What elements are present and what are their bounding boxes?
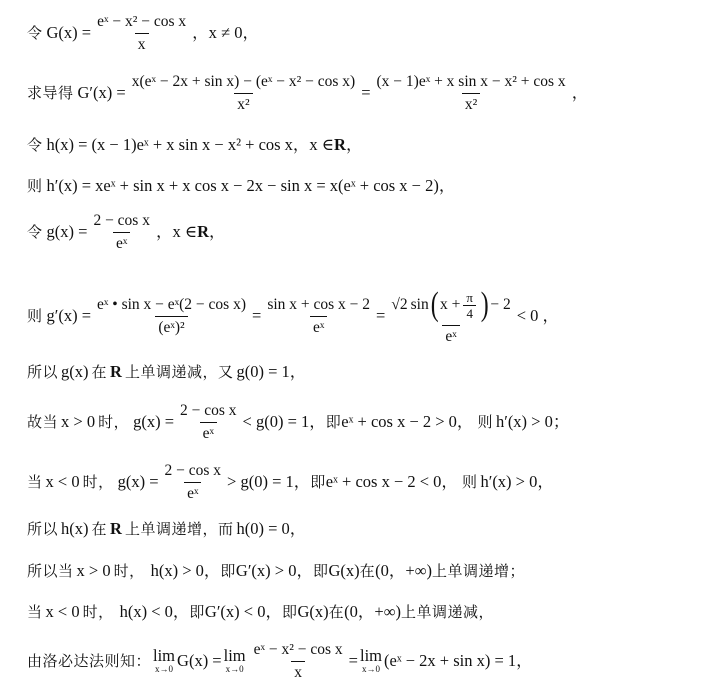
math: G(x) = — [46, 22, 92, 42]
limit — [359, 645, 382, 675]
math: x < 0 — [45, 601, 80, 621]
math: (0，+∞) — [375, 560, 432, 580]
math: ， — [571, 82, 589, 102]
numerator: π — [466, 289, 473, 305]
line-1 — [27, 14, 698, 52]
reals-symbol: R — [110, 361, 122, 381]
line-10 — [27, 520, 698, 538]
text: 即 — [310, 472, 326, 491]
lim-subscript: x→0 — [225, 664, 244, 675]
math: G′(x) = — [77, 82, 126, 102]
math: (0，+∞) — [344, 601, 401, 621]
math: = — [252, 306, 262, 325]
numerator: eˣ • sin x − eˣ(2 − cos x) — [97, 296, 246, 314]
math: ， — [345, 134, 363, 154]
text: 求导得 — [27, 83, 74, 102]
math: x > 0 — [76, 560, 111, 580]
text: 在 — [91, 362, 108, 381]
text: 在 — [91, 519, 108, 538]
limit — [223, 645, 246, 675]
numerator: 2 − cos x — [93, 212, 150, 229]
line-8 — [27, 403, 698, 441]
text: 上单调递增； — [431, 561, 525, 580]
lim-operator: lim — [153, 645, 176, 665]
numerator: (x − 1)eˣ + x sin x − x² + cos x — [376, 73, 566, 90]
text: 上单调递减， — [400, 602, 494, 621]
denominator: (eˣ)² — [155, 316, 187, 336]
text: 时， — [113, 561, 145, 580]
text: 时， — [98, 412, 130, 431]
math: = — [376, 306, 386, 325]
line-2 — [27, 74, 698, 112]
math: eˣ + cos x − 2 < 0， — [325, 471, 458, 491]
text: 所以 — [27, 362, 59, 381]
math: h′(x) = xeˣ + sin x + x cos x − 2x − sin x = x(eˣ + cos x − 2)， — [46, 175, 456, 195]
fraction — [129, 74, 358, 112]
line-7 — [27, 363, 698, 381]
math: < g(0) = 1， — [242, 411, 326, 431]
math: x < 0 — [45, 471, 80, 491]
text: 则 — [477, 412, 493, 431]
text: 当 — [27, 602, 43, 621]
math: g(x) — [61, 361, 89, 381]
fraction — [388, 288, 513, 345]
numerator: eˣ − x² − cos x — [253, 641, 343, 658]
lim-operator: lim — [359, 645, 382, 665]
line-11 — [27, 562, 698, 580]
numerator: eˣ − x² − cos x — [97, 13, 187, 30]
line-6 — [27, 288, 698, 345]
math: ，x ∈ — [155, 221, 198, 241]
math: = — [348, 650, 358, 670]
fraction — [251, 642, 346, 680]
sqrt-symbol: √2 — [391, 296, 408, 314]
math: G(x) = — [177, 650, 222, 670]
text: 则 — [461, 472, 478, 491]
math: G′(x) > 0， — [235, 560, 313, 580]
fraction — [177, 403, 240, 441]
paren-close: ) — [480, 286, 489, 323]
denominator: eˣ — [200, 422, 217, 442]
denominator: x² — [234, 93, 252, 113]
math: h′(x) > 0； — [495, 411, 570, 431]
math: G(x) — [328, 560, 360, 580]
math: h(0) = 0， — [236, 518, 307, 538]
text: 即 — [312, 561, 329, 580]
text: 则 — [27, 306, 43, 325]
math: ， — [208, 221, 226, 241]
math: sin — [410, 296, 429, 314]
fraction — [90, 213, 153, 251]
text: 即 — [281, 602, 298, 621]
text: 即 — [189, 602, 205, 621]
fraction — [162, 463, 225, 501]
text: 所以当 — [27, 561, 74, 580]
text: 故当 — [27, 412, 59, 431]
text: 即 — [220, 561, 236, 580]
denominator: eˣ — [113, 232, 130, 252]
text: 在 — [359, 561, 376, 580]
fraction — [264, 297, 373, 335]
math: g′(x) = — [46, 306, 92, 325]
math: g(0) = 1， — [236, 361, 307, 381]
text: 时， — [82, 602, 114, 621]
math: − 2 — [490, 296, 511, 314]
lim-operator: lim — [223, 645, 246, 665]
line-13 — [27, 642, 698, 680]
fraction — [94, 297, 249, 335]
math: h(x) = (x − 1)eˣ + x sin x − x² + cos x，x ∈ — [46, 134, 335, 154]
math: g(x) = — [133, 411, 175, 431]
denominator: eˣ — [442, 325, 459, 345]
lim-subscript: x→0 — [155, 664, 174, 675]
text: 所以 — [27, 519, 59, 538]
text: 令 — [27, 23, 43, 42]
line-3 — [27, 136, 698, 154]
math: < 0 ， — [516, 306, 560, 325]
paren-open: ( — [430, 286, 439, 323]
reals-symbol: R — [197, 221, 209, 241]
denominator: eˣ — [310, 316, 327, 336]
math: g(x) = — [117, 471, 159, 491]
denominator: x — [291, 661, 305, 681]
text: 上单调递增，而 — [124, 519, 234, 538]
math: h(x) < 0， — [119, 601, 190, 621]
math: h(x) > 0， — [150, 560, 221, 580]
math: G(x) — [297, 601, 329, 621]
text: 则 — [27, 176, 43, 195]
numerator: 2 − cos x — [180, 402, 237, 419]
math: h(x) — [61, 518, 89, 538]
line-4 — [27, 177, 698, 195]
math: (eˣ − 2x + sin x) = 1， — [384, 650, 533, 670]
denominator: x² — [462, 93, 480, 113]
denominator: 4 — [463, 305, 476, 320]
math: g(x) = — [46, 221, 88, 241]
text: 由洛必达法则知： — [27, 651, 152, 670]
reals-symbol: R — [334, 134, 346, 154]
math: ，x ≠ 0， — [192, 22, 259, 42]
math: = — [361, 82, 371, 102]
limit — [153, 645, 176, 675]
math: x > 0 — [61, 411, 96, 431]
math: h′(x) > 0， — [480, 471, 554, 491]
math: eˣ + cos x − 2 > 0， — [341, 411, 474, 431]
line-9 — [27, 463, 698, 501]
text: 时， — [82, 472, 114, 491]
text: 令 — [27, 222, 43, 241]
fraction — [94, 14, 189, 52]
denominator: x — [135, 33, 149, 53]
line-12 — [27, 603, 698, 621]
numerator: sin x + cos x − 2 — [267, 296, 371, 314]
lim-subscript: x→0 — [361, 664, 380, 675]
numerator: x(eˣ − 2x + sin x) − (eˣ − x² − cos x) — [131, 73, 356, 90]
line-5 — [27, 213, 698, 251]
math: > g(0) = 1， — [227, 471, 311, 491]
numerator: 2 − cos x — [164, 462, 222, 479]
text: 令 — [27, 135, 43, 154]
math: G′(x) < 0， — [204, 601, 282, 621]
reals-symbol: R — [110, 518, 122, 538]
fraction — [374, 74, 569, 112]
text: 当 — [27, 472, 43, 491]
text: 上单调递减，又 — [124, 362, 234, 381]
fraction — [463, 291, 476, 320]
numerator — [388, 288, 513, 325]
denominator: eˣ — [184, 482, 201, 502]
math: x + — [440, 296, 461, 314]
text: 即 — [325, 412, 342, 431]
text: 在 — [328, 602, 345, 621]
